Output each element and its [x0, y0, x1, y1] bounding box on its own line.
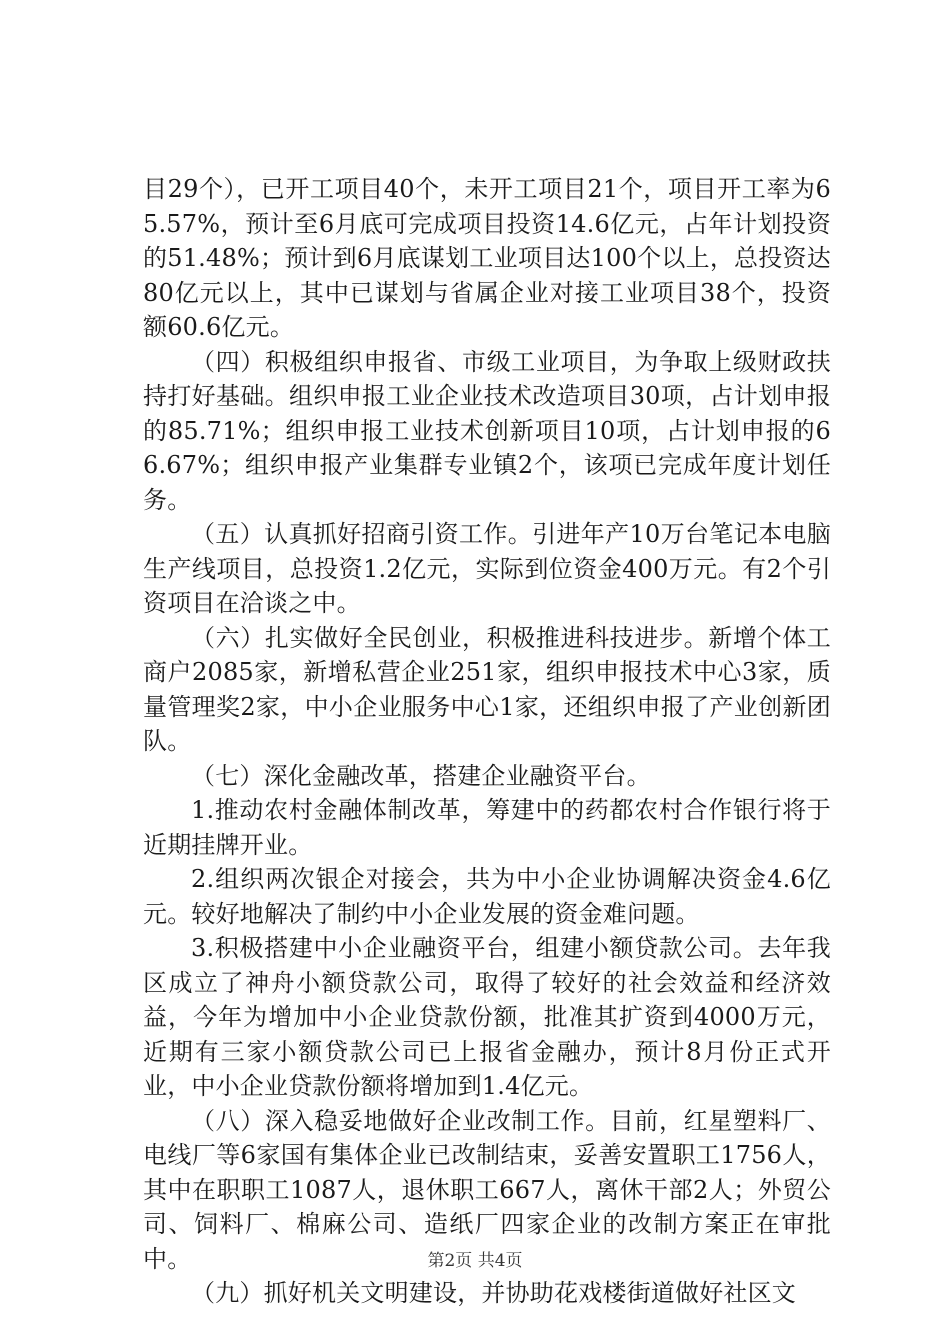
paragraph-item-1: 1.推动农村金融体制改革，筹建中的药都农村合作银行将于近期挂牌开业。 — [143, 796, 831, 859]
paragraph-item-3: 3.积极搭建中小企业融资平台，组建小额贷款公司。去年我区成立了神舟小额贷款公司，取得了较好的社会效益和经济效益，今年为增加中小企业贷款份额，批准其扩资到4000万元，近期有三家小额贷款公司已上报省金融办，预计8月份正式开业，中小企业贷款份额将增加到1.4亿元。 — [143, 934, 831, 1100]
paragraph-section-4: （四）积极组织申报省、市级工业项目，为争取上级财政扶持打好基础。组织申报工业企业技术改造项目30项，占计划申报的85.71%；组织申报工业技术创新项目10项，占计划申报的66.67%；组织申报产业集群专业镇2个，该项已完成年度计划任务。 — [143, 347, 831, 514]
document-body — [143, 172, 831, 1311]
paragraph-section-5: （五）认真抓好招商引资工作。引进年产10万台笔记本电脑生产线项目，总投资1.2亿元，实际到位资金400万元。有2个引资项目在洽谈之中。 — [143, 520, 831, 617]
paragraph-section-8: （八）深入稳妥地做好企业改制工作。目前，红星塑料厂、电线厂等6家国有集体企业已改制结束，妥善安置职工1756人，其中在职职工1087人，退休职工667人，离休干部2人；外贸公司、饲料厂、棉麻公司、造纸厂四家企业的改制方案正在审批中。 — [143, 1106, 831, 1273]
paragraph-item-2: 2.组织两次银企对接会，共为中小企业协调解决资金4.6亿元。较好地解决了制约中小企业发展的资金难问题。 — [143, 865, 831, 928]
paragraph-section-7-heading: （七）深化金融改革，搭建企业融资平台。 — [191, 761, 651, 790]
paragraph-section-6: （六）扎实做好全民创业，积极推进科技进步。新增个体工商户2085家，新增私营企业251家，组织申报技术中心3家，质量管理奖2家，中小企业服务中心1家，还组织申报了产业创新团队。 — [143, 623, 831, 755]
paragraph-section-9: （九）抓好机关文明建设，并协助花戏楼街道做好社区文 — [191, 1279, 796, 1307]
paragraph-continuation: 目29个），已开工项目40个，未开工项目21个，项目开工率为65.57%，预计至6月底可完成项目投资14.6亿元，占年计划投资的51.48%；预计到6月底谋划工业项目达100个以上，总投资达80亿元以上，其中已谋划与省属企业对接工业项目38个，投资额60.6亿元。 — [143, 175, 831, 341]
page-number-footer: 第2页 共4页 — [427, 1251, 523, 1271]
